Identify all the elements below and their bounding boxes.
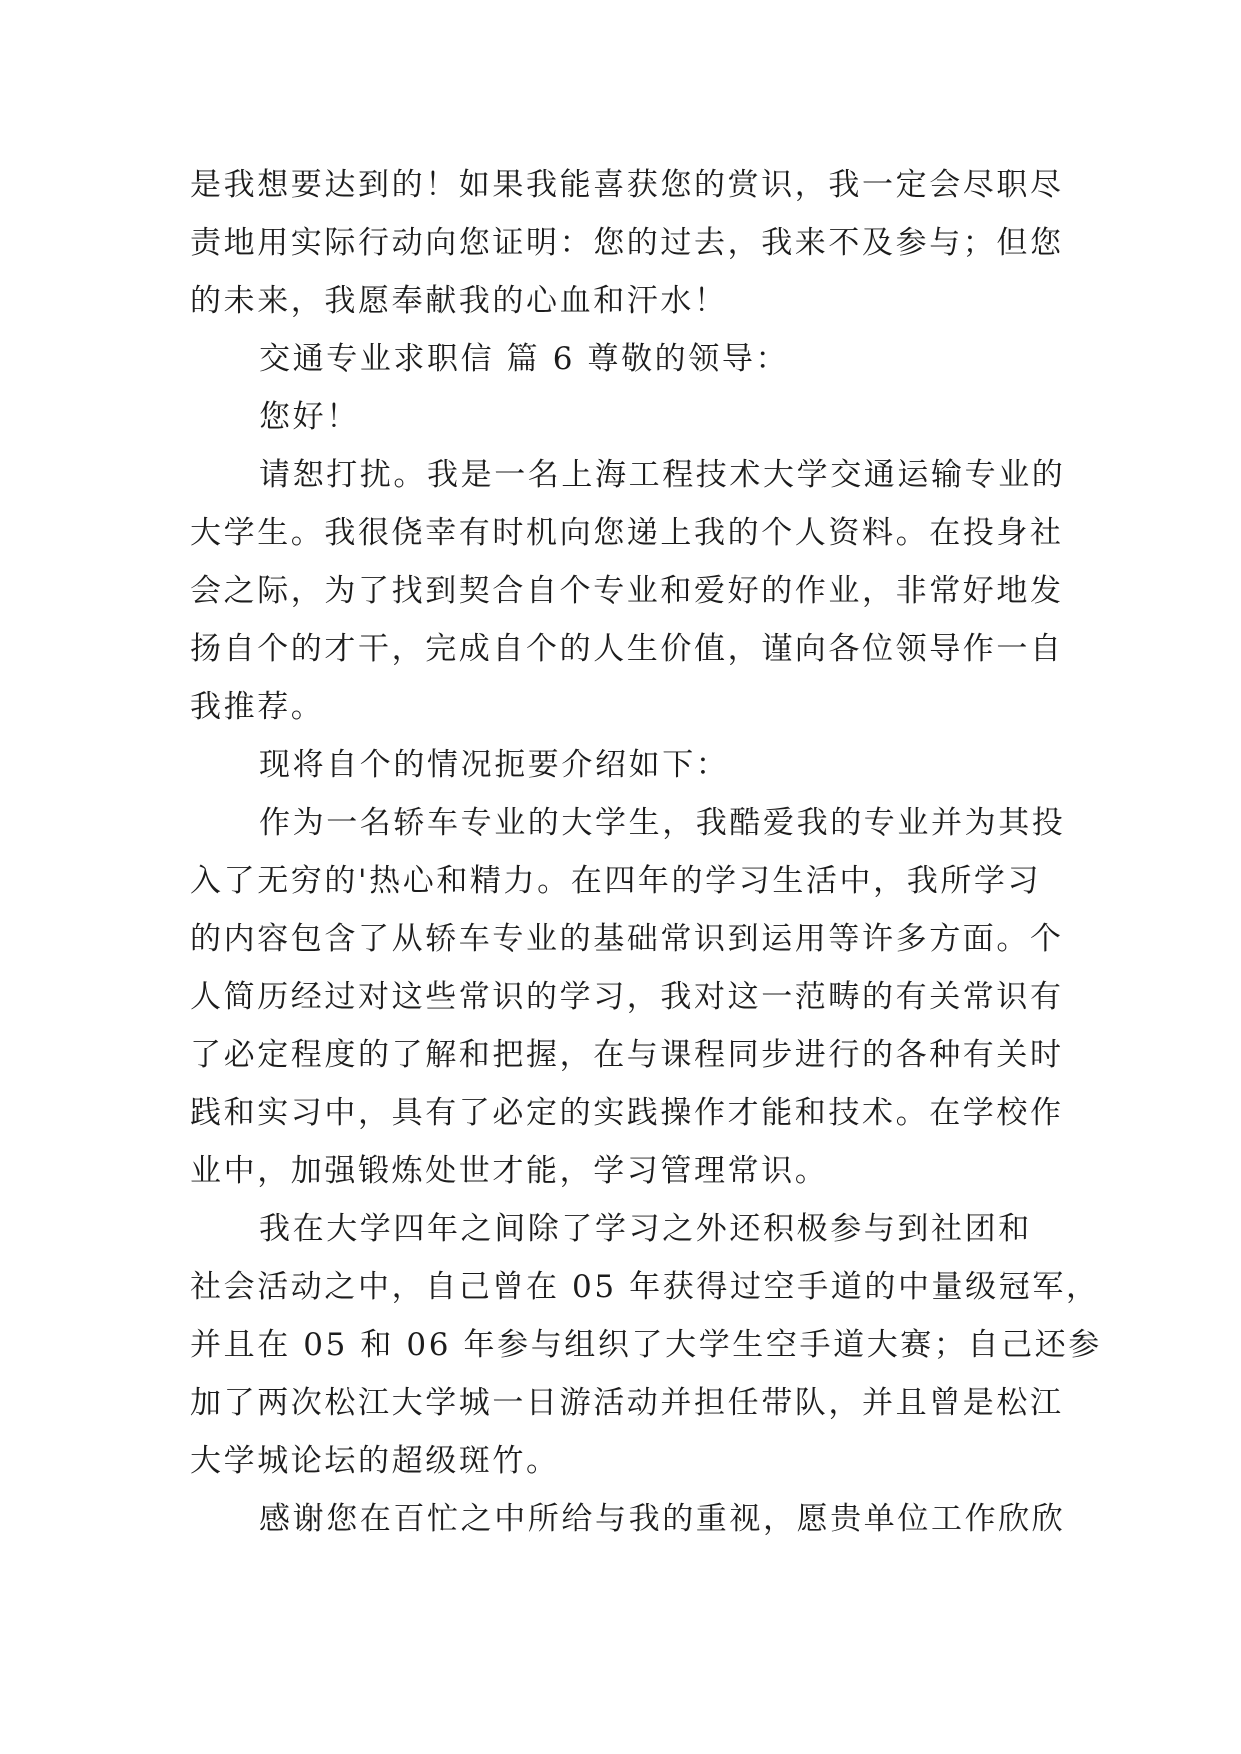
text-line: 了必定程度的了解和把握，在与课程同步进行的各种有关时: [190, 1037, 1064, 1073]
text-line: 请恕打扰。我是一名上海工程技术大学交通运输专业的: [259, 457, 1066, 493]
text-line: 会之际，为了找到契合自个专业和爱好的作业，非常好地发: [190, 573, 1064, 609]
text-line: 的未来，我愿奉献我的心血和汗水！: [190, 283, 728, 319]
text-line: 社会活动之中，自己曾在 05 年获得过空手道的中量级冠军，: [190, 1269, 1100, 1305]
text-line: 践和实习中，具有了必定的实践操作才能和技术。在学校作: [190, 1095, 1064, 1131]
greeting: 您好！: [259, 399, 360, 435]
text-line: 现将自个的情况扼要介绍如下：: [259, 747, 730, 783]
text-line: 责地用实际行动向您证明：您的过去，我来不及参与；但您: [190, 225, 1064, 261]
text-line: 感谢您在百忙之中所给与我的重视，愿贵单位工作欣欣: [259, 1501, 1066, 1537]
text-line: 的内容包含了从轿车专业的基础常识到运用等许多方面。个: [190, 921, 1064, 957]
text-line: 我推荐。: [190, 689, 325, 725]
document-body: [190, 156, 1102, 1548]
text-line: 作为一名轿车专业的大学生，我酷爱我的专业并为其投: [259, 805, 1066, 841]
text-line: 扬自个的才干，完成自个的人生价值，谨向各位领导作一自: [190, 631, 1064, 667]
text-line: 入了无穷的'热心和精力。在四年的学习生活中，我所学习: [190, 863, 1042, 899]
text-line: 加了两次松江大学城一日游活动并担任带队，并且曾是松江: [190, 1385, 1064, 1421]
text-line: 并且在 05 和 06 年参与组织了大学生空手道大赛；自己还参: [190, 1327, 1102, 1363]
text-line: 人简历经过对这些常识的学习，我对这一范畴的有关常识有: [190, 979, 1064, 1015]
text-line: 业中，加强锻炼处世才能，学习管理常识。: [190, 1153, 829, 1189]
text-line: 大学城论坛的超级斑竹。: [190, 1443, 560, 1479]
section-heading: 交通专业求职信 篇 6 尊敬的领导：: [259, 341, 790, 377]
text-line: 我在大学四年之间除了学习之外还积极参与到社团和: [259, 1211, 1032, 1247]
text-line: 是我想要达到的！如果我能喜获您的赏识，我一定会尽职尽: [190, 167, 1064, 203]
text-line: 大学生。我很侥幸有时机向您递上我的个人资料。在投身社: [190, 515, 1064, 551]
